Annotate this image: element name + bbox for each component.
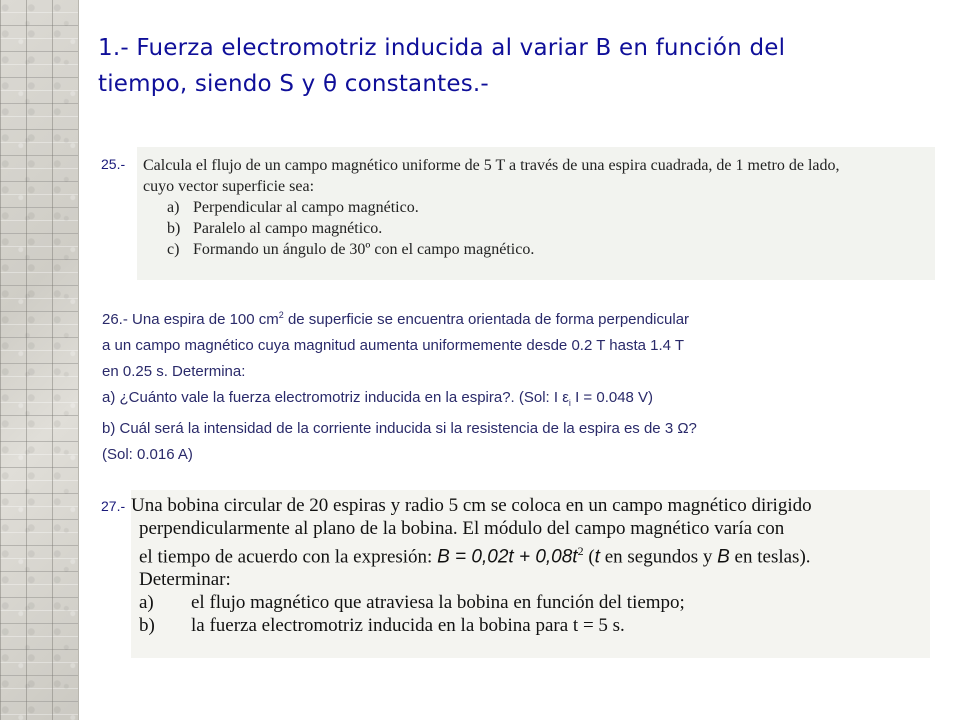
problem-26-text bbox=[102, 302, 842, 468]
problem-26-line-2: a un campo magnético cuya magnitud aumenta uniformemente desde 0.2 T hasta 1.4 T bbox=[102, 337, 685, 354]
stone-wall-sidebar bbox=[0, 0, 79, 720]
problem-25-item-a: a) Perpendicular al campo magnético. bbox=[167, 199, 419, 216]
problem-25-line: cuyo vector superficie sea: bbox=[143, 178, 315, 195]
problem-25-item-c: c) Formando un ángulo de 30º con el campo magnético. bbox=[167, 241, 535, 258]
problem-27-item-a: a) el flujo magnético que atraviesa la bobina en función del tiempo; bbox=[139, 592, 685, 614]
problem-25-line: Calcula el flujo de un campo magnético uniforme de 5 T a través de una espira cuadrada, de 1 metro de lado, bbox=[143, 157, 840, 174]
problem-27-item-b: b) la fuerza electromotriz inducida en la bobina para t = 5 s. bbox=[139, 615, 625, 637]
problem-25-label: 25.- bbox=[101, 156, 126, 172]
problem-27-line-4: Determinar: bbox=[139, 569, 231, 591]
problem-27-line-2: perpendicularmente al plano de la bobina. El módulo del campo magnético varía con bbox=[139, 518, 785, 539]
title-line-2: tiempo, siendo S y θ constantes.- bbox=[98, 71, 489, 97]
problem-25-image bbox=[137, 147, 935, 280]
problem-27-line-3: el tiempo de acuerdo con la expresión: $B = 0,02t + 0,08t^2$ (t en segundos y B en teslas). bbox=[139, 544, 811, 568]
problem-26-line-3: en 0.25 s. Determina: bbox=[102, 363, 246, 380]
page-title bbox=[98, 30, 818, 102]
problem-26-line-4: a) ¿Cuánto vale la fuerza electromotriz inducida en la espira?. (Sol: I $\varepsilon_i$ I = 0.048 V) bbox=[102, 389, 654, 408]
problem-27-label: 27.- bbox=[101, 498, 126, 514]
problem-27-image bbox=[131, 490, 930, 658]
problem-26-line-1: 26.- Una espira de 100 $cm^2$ de superficie se encuentra orientada de forma perpendicular bbox=[102, 310, 690, 328]
title-line-1: 1.- Fuerza electromotriz inducida al variar B en función del bbox=[98, 35, 786, 61]
problem-27-line-1: Una bobina circular de 20 espiras y radio 5 cm se coloca en un campo magnético dirigido bbox=[131, 495, 812, 516]
problem-26-line-5: b) Cuál será la intensidad de la corriente inducida si la resistencia de la espira es de 3 Ω? bbox=[102, 420, 697, 437]
problem-25-item-b: b) Paralelo al campo magnético. bbox=[167, 220, 383, 237]
problem-26-line-6: (Sol: 0.016 A) bbox=[102, 446, 193, 463]
